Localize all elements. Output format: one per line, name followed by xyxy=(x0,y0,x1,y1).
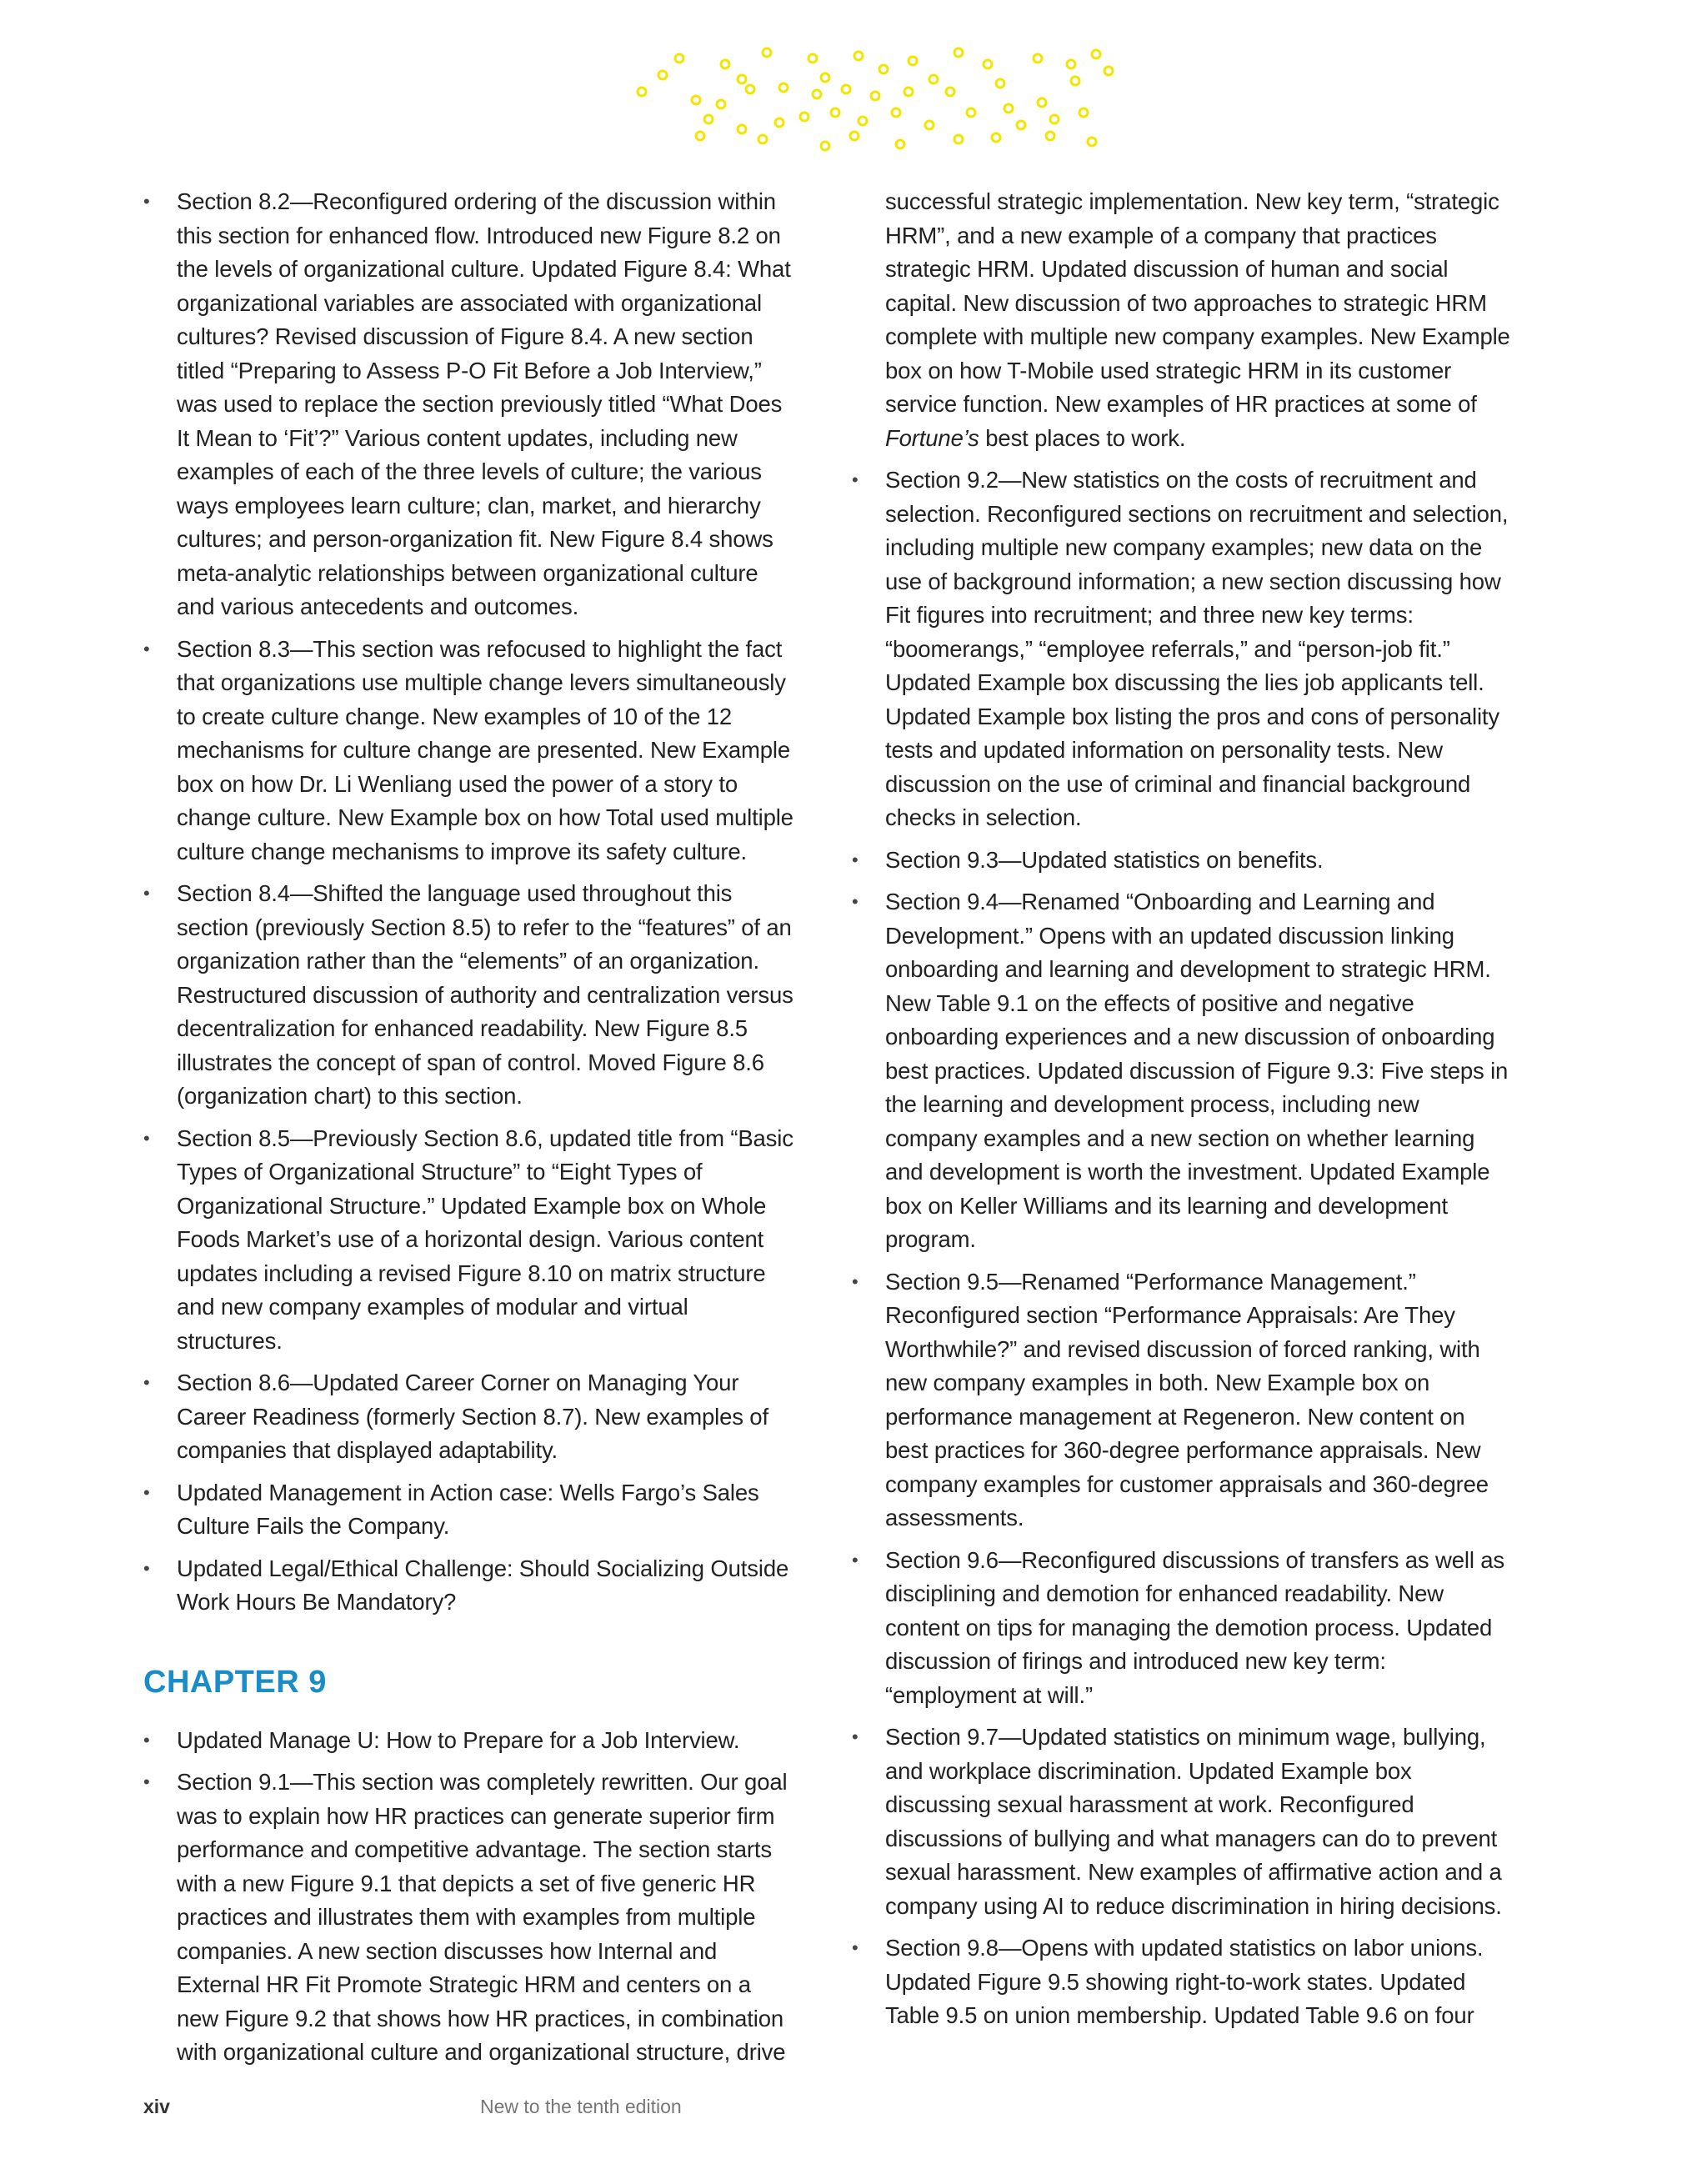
list-item: • Section 8.5—Previously Section 8.6, updated title from “Basic Types of Organizational Structure” to “Eight Types of Organizational Structure.” Updated Example box on Whole Foods Market’s use of a horizontal design. Various content updates including a revised Figure 8.10 on matrix structure and new company examples of modular and virtual structures. xyxy=(143,1122,793,1359)
decorative-dot xyxy=(1050,115,1059,123)
decorative-dot xyxy=(1046,132,1054,140)
decorative-dot xyxy=(738,75,746,83)
page-number: xiv xyxy=(143,2096,170,2117)
decorative-dot xyxy=(1092,50,1100,58)
decorative-dot xyxy=(717,100,725,108)
chapter-bullet-list xyxy=(143,1724,793,2070)
list-item: • Section 8.6—Updated Career Corner on Managing Your Career Readiness (formerly Section 8.7). New examples of companies that displayed adaptability. xyxy=(143,1366,793,1468)
decorative-dot xyxy=(1038,98,1046,107)
decorative-dot xyxy=(813,90,821,98)
decorative-dot xyxy=(967,108,975,117)
left-bullet-list xyxy=(143,185,793,1620)
list-item: • Section 9.7—Updated statistics on minimum wage, bullying, and workplace discrimination. Updated Example box discussing sexual harassment at work. Reconfigured discussions of bullying and what managers can do to prevent sexual harassment. New examples of affirmative action and a company using AI to reduce discrimination in hiring decisions. xyxy=(852,1721,1510,1923)
decorative-dot xyxy=(831,108,839,117)
decorative-dot xyxy=(871,92,879,100)
decorative-dot xyxy=(638,88,646,96)
list-item: • Updated Legal/Ethical Challenge: Should Socializing Outside Work Hours Be Mandatory? xyxy=(143,1552,793,1620)
decorative-dot xyxy=(904,88,913,96)
decorative-dot xyxy=(704,115,713,123)
decorative-dot xyxy=(758,135,767,143)
publication-name: Fortune’s xyxy=(885,424,979,451)
decorative-dot xyxy=(954,135,963,143)
decorative-dot xyxy=(1071,77,1079,85)
list-item: • Section 9.6—Reconfigured discussions of transfers as well as disciplining and demotion for enhanced readability. New content on tips for managing the demotion process. Updated discussion of firings and introduced new key term: “employment at will.” xyxy=(852,1544,1510,1713)
decorative-dot xyxy=(821,142,829,150)
decorative-dot xyxy=(850,132,859,140)
list-item: • Section 9.2—New statistics on the costs of recruitment and selection. Reconfigured sections on recruitment and selection, including multiple new company examples; new data on the use of background information; a new section discussing how Fit figures into recruitment; and three new key terms: “boomerangs,” “employee referrals,” and “person-job fit.” Updated Example box discussing the lies job applicants tell. Updated Example box listing the pros and cons of personality tests and updated information on personality tests. New discussion on the use of criminal and financial background checks in selection. xyxy=(852,463,1510,835)
list-item: • Updated Manage U: How to Prepare for a Job Interview. xyxy=(143,1724,793,1758)
decorative-dot xyxy=(763,48,771,57)
yellow-dot-pattern-icon xyxy=(617,46,1117,154)
list-item: • Updated Management in Action case: Wells Fargo’s Sales Culture Fails the Company. xyxy=(143,1476,793,1544)
decorative-dot xyxy=(721,60,729,68)
decorative-dot xyxy=(1079,108,1088,117)
decorative-dot xyxy=(1067,60,1075,68)
decorative-dot xyxy=(779,83,788,92)
decorative-dot xyxy=(821,73,829,82)
decorative-dot xyxy=(775,118,783,127)
decorative-dot xyxy=(808,54,817,63)
running-title: New to the tenth edition xyxy=(480,2096,682,2117)
list-item: • Section 9.3—Updated statistics on benefits. xyxy=(852,844,1510,878)
decorative-dot xyxy=(1017,121,1025,129)
decorative-dot xyxy=(854,52,863,60)
right-column xyxy=(852,185,1510,2041)
decorative-dot xyxy=(800,113,808,121)
decorative-dot xyxy=(892,108,900,117)
decorative-dot xyxy=(896,140,904,148)
right-bullet-list xyxy=(852,463,1510,2033)
decorative-dot xyxy=(658,71,667,79)
decorative-dot xyxy=(996,79,1004,88)
decorative-dot xyxy=(842,85,850,93)
left-column xyxy=(143,185,793,2078)
decorative-dot xyxy=(984,60,992,68)
list-item: • Section 9.5—Renamed “Performance Management.” Reconfigured section “Performance Appraisals: Are They Worthwhile?” and revised discussion of forced ranking, with new company examples in both. New Example box on performance management at Regeneron. New content on best practices for 360-degree performance appraisals. New company examples for customer appraisals and 360-degree assessments. xyxy=(852,1265,1510,1535)
decorative-dot xyxy=(879,65,888,73)
continued-text-end: best places to work. xyxy=(979,424,1186,451)
decorative-dot xyxy=(929,75,938,83)
decorative-dot xyxy=(909,57,917,65)
list-item: • Section 9.1—This section was completely rewritten. Our goal was to explain how HR practices can generate superior firm performance and competitive advantage. The section starts with a new Figure 9.1 that depicts a set of five generic HR practices and illustrates them with examples from multiple companies. A new section discusses how Internal and External HR Fit Promote Strategic HRM and centers on a new Figure 9.2 that shows how HR practices, in combination with organizational culture and organizational structure, drive xyxy=(143,1766,793,2070)
decorative-dot xyxy=(925,121,934,129)
continued-paragraph xyxy=(852,185,1510,455)
decorative-dot xyxy=(954,48,963,57)
decorative-dot xyxy=(992,133,1000,142)
list-item: • Section 8.4—Shifted the language used throughout this section (previously Section 8.5) to refer to the “features” of an organization rather than the “elements” of an organization. Restructured discussion of authority and centralization versus decentralization for enhanced readability. New Figure 8.5 illustrates the concept of span of control. Moved Figure 8.6 (organization chart) to this section. xyxy=(143,877,793,1114)
decorative-dot xyxy=(1004,104,1013,113)
decorative-dot xyxy=(1088,138,1096,146)
decorative-dot xyxy=(675,54,683,63)
list-item: • Section 8.3—This section was refocused to highlight the fact that organizations use multiple change levers simultaneously to create culture change. New examples of 10 of the 12 mechanisms for culture change are presented. New Example box on how Dr. Li Wenliang used the power of a story to change culture. New Example box on how Total used multiple culture change mechanisms to improve its safety culture. xyxy=(143,633,793,869)
list-item: • Section 9.4—Renamed “Onboarding and Learning and Development.” Opens with an updated discussion linking onboarding and learning and development to strategic HRM. New Table 9.1 on the effects of positive and negative onboarding experiences and a new discussion of onboarding best practices. Updated discussion of Figure 9.3: Five steps in the learning and development process, including new company examples and a new section on whether learning and development is worth the investment. Updated Example box on Keller Williams and its learning and development program. xyxy=(852,885,1510,1257)
decorative-dot xyxy=(1034,54,1042,63)
decorative-dot xyxy=(738,125,746,133)
continued-text: successful strategic implementation. New key term, “strategic HRM”, and a new example of a company that practices strategic HRM. Updated discussion of human and social capital. New discussion of two approaches to strategic HRM complete with multiple new company examples. New Example box on how T-Mobile used strategic HRM in its customer service function. New examples of HR practices at some of xyxy=(885,188,1510,417)
decorative-dot xyxy=(859,117,867,125)
decorative-dot xyxy=(946,88,954,96)
decorative-dot xyxy=(746,85,754,93)
decorative-dot xyxy=(1104,67,1113,75)
decorative-dot xyxy=(692,96,700,104)
list-item: • Section 8.2—Reconfigured ordering of the discussion within this section for enhanced flow. Introduced new Figure 8.2 on the levels of organizational culture. Updated Figure 8.4: What organizational variables are associated with organizational cultures? Revised discussion of Figure 8.4. A new section titled “Preparing to Assess P-O Fit Before a Job Interview,” was used to replace the section previously titled “What Does It Mean to ‘Fit’?” Various content updates, including new examples of each of the three levels of culture; the various ways employees learn culture; clan, market, and hierarchy cultures; and person-organization fit. New Figure 8.4 shows meta-analytic relationships between organizational culture and various antecedents and outcomes. xyxy=(143,185,793,624)
chapter-heading: CHAPTER 9 xyxy=(143,1664,327,1700)
list-item: • Section 9.8—Opens with updated statistics on labor unions. Updated Figure 9.5 showing right-to-work states. Updated Table 9.5 on union membership. Updated Table 9.6 on four xyxy=(852,1931,1510,2033)
decorative-dot xyxy=(696,132,704,140)
